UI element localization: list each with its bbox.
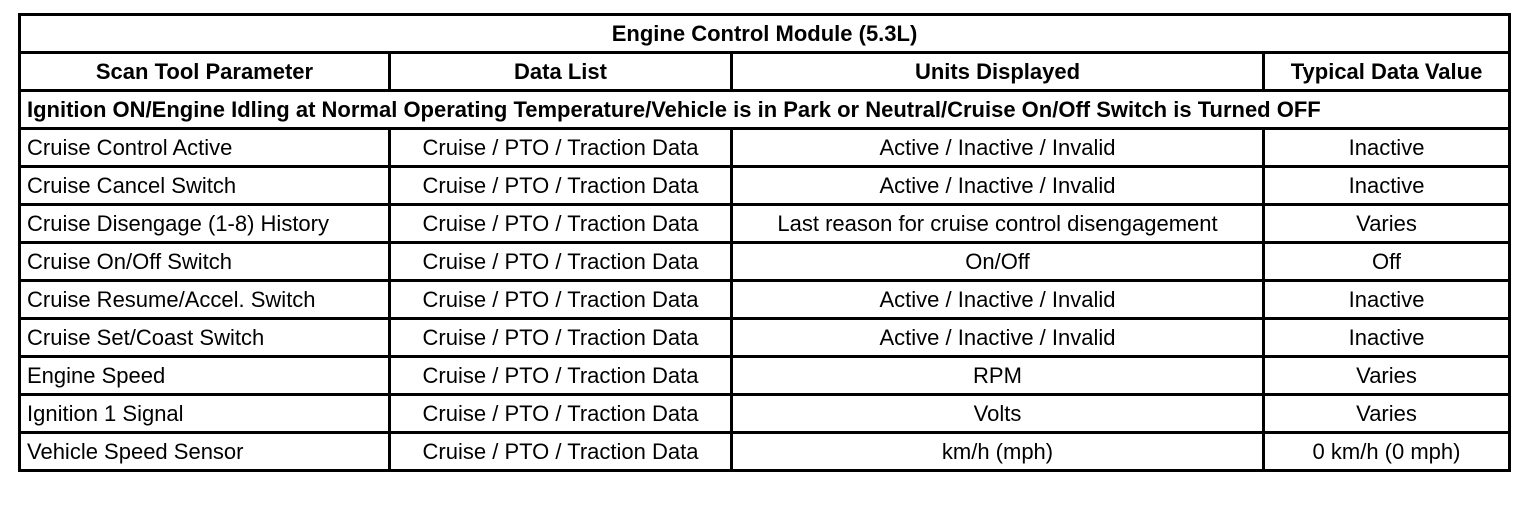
units-cell: Active / Inactive / Invalid	[732, 319, 1264, 357]
parameter-cell: Cruise Disengage (1-8) History	[20, 205, 390, 243]
units-cell: km/h (mph)	[732, 433, 1264, 471]
header-typical-data-value: Typical Data Value	[1264, 53, 1510, 91]
table-row	[20, 243, 1510, 281]
units-cell: Last reason for cruise control disengagement	[732, 205, 1264, 243]
typical-value-cell: Inactive	[1264, 319, 1510, 357]
data-list-cell: Cruise / PTO / Traction Data	[390, 395, 732, 433]
typical-value-cell: Inactive	[1264, 281, 1510, 319]
table-row	[20, 281, 1510, 319]
table-row	[20, 205, 1510, 243]
data-list-cell: Cruise / PTO / Traction Data	[390, 433, 732, 471]
parameter-cell: Vehicle Speed Sensor	[20, 433, 390, 471]
typical-value-cell: Varies	[1264, 395, 1510, 433]
table-row	[20, 395, 1510, 433]
units-cell: Volts	[732, 395, 1264, 433]
data-list-cell: Cruise / PTO / Traction Data	[390, 167, 732, 205]
units-cell: Active / Inactive / Invalid	[732, 129, 1264, 167]
parameter-cell: Cruise Set/Coast Switch	[20, 319, 390, 357]
table-row	[20, 167, 1510, 205]
header-scan-tool-parameter: Scan Tool Parameter	[20, 53, 390, 91]
parameter-cell: Ignition 1 Signal	[20, 395, 390, 433]
table-row	[20, 319, 1510, 357]
table-body	[20, 129, 1510, 471]
data-list-cell: Cruise / PTO / Traction Data	[390, 129, 732, 167]
condition-row	[20, 91, 1510, 129]
table-row	[20, 433, 1510, 471]
units-cell: Active / Inactive / Invalid	[732, 281, 1264, 319]
parameter-cell: Engine Speed	[20, 357, 390, 395]
table-row	[20, 129, 1510, 167]
data-list-cell: Cruise / PTO / Traction Data	[390, 205, 732, 243]
test-condition: Ignition ON/Engine Idling at Normal Operating Temperature/Vehicle is in Park or Neutral/Cruise On/Off Switch is Turned OFF	[20, 91, 1510, 129]
header-units-displayed: Units Displayed	[732, 53, 1264, 91]
table-row	[20, 357, 1510, 395]
header-row	[20, 53, 1510, 91]
header-data-list: Data List	[390, 53, 732, 91]
typical-value-cell: Inactive	[1264, 167, 1510, 205]
typical-value-cell: 0 km/h (0 mph)	[1264, 433, 1510, 471]
parameter-cell: Cruise Control Active	[20, 129, 390, 167]
parameter-cell: Cruise Cancel Switch	[20, 167, 390, 205]
typical-value-cell: Inactive	[1264, 129, 1510, 167]
units-cell: On/Off	[732, 243, 1264, 281]
units-cell: Active / Inactive / Invalid	[732, 167, 1264, 205]
data-list-cell: Cruise / PTO / Traction Data	[390, 281, 732, 319]
typical-value-cell: Varies	[1264, 357, 1510, 395]
table-title: Engine Control Module (5.3L)	[20, 15, 1510, 53]
engine-control-module-table	[18, 13, 1511, 472]
data-list-cell: Cruise / PTO / Traction Data	[390, 319, 732, 357]
data-list-cell: Cruise / PTO / Traction Data	[390, 243, 732, 281]
typical-value-cell: Varies	[1264, 205, 1510, 243]
parameter-cell: Cruise On/Off Switch	[20, 243, 390, 281]
title-row	[20, 15, 1510, 53]
typical-value-cell: Off	[1264, 243, 1510, 281]
units-cell: RPM	[732, 357, 1264, 395]
data-list-cell: Cruise / PTO / Traction Data	[390, 357, 732, 395]
parameter-cell: Cruise Resume/Accel. Switch	[20, 281, 390, 319]
